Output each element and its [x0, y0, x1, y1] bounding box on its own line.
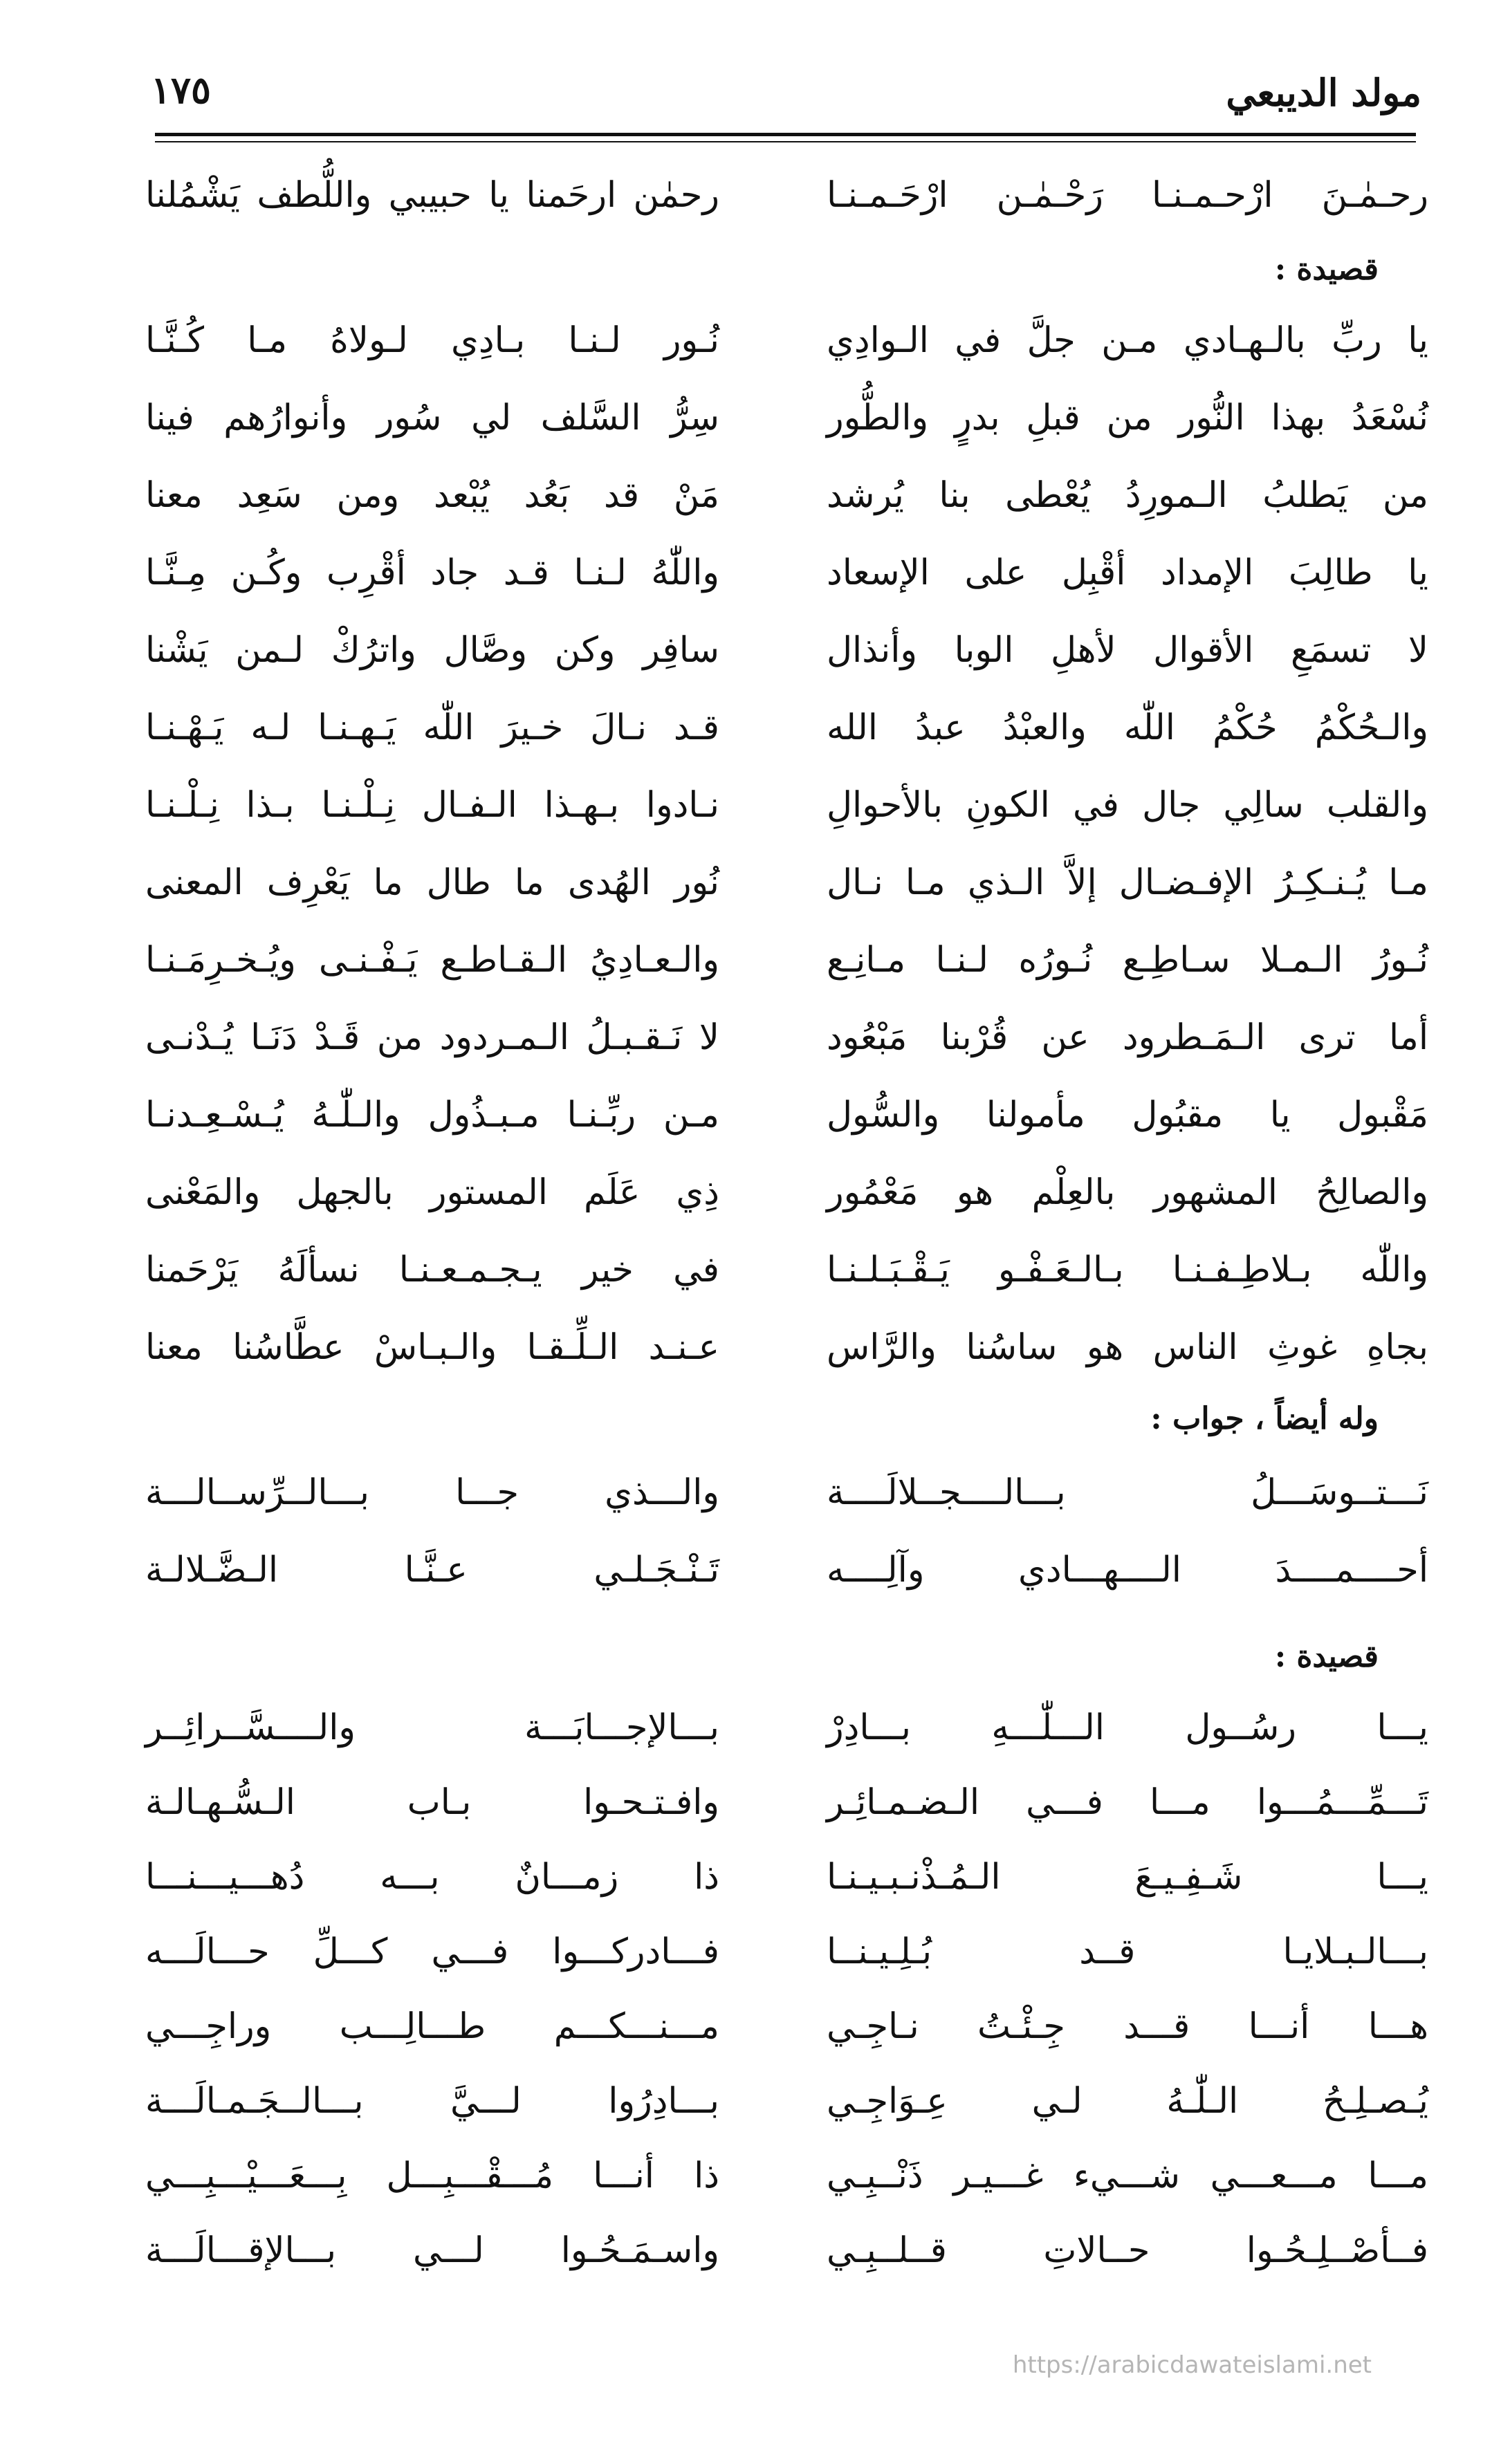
verse-row [145, 550, 1428, 628]
verse-first-hemistich: لا تسمَعِ الأقوال لأهلِ الوبا وأنذال [827, 630, 1428, 671]
verse-row [145, 938, 1428, 1015]
verse-second-hemistich: وافـتـحـوا بـاب الـسُّـهـالـة [145, 1782, 719, 1823]
verse-first-hemistich: مَقْبول يا مقبُول مأمولنا والسُّول [827, 1095, 1428, 1136]
verse-first-hemistich: مـا يُـنـكِـرُ الإفـضـال إلاَّ الـذي مـا نـال [827, 862, 1428, 903]
verse-second-hemistich: ذا أنـــا مُـــقْـــبِـــل بِـــعَـــيْـــبِـــي [145, 2156, 719, 2196]
verse-second-hemistich: والـعـادِيُ الـقـاطـع يَـفْـنـى ويُـخـرِمَـنـا [145, 940, 719, 981]
verse-first-hemistich: يُـصـلِـحُ الـلّٰـهُ لـي عِـوَاجِـي [827, 2081, 1428, 2122]
verse-second-hemistich: سافِر وكن وصَّال واترُكْ لـمن يَشْنا [145, 630, 719, 671]
qasida-2-block [145, 1705, 1428, 2303]
verse-row [145, 1325, 1428, 1402]
verse-second-hemistich: بـــالإجـــابَـــة والــــسَّــرائِــر [145, 1707, 719, 1748]
verse-first-hemistich: من يَطلبُ الـمورِدُ يُعْطى بنا يُرشد [827, 475, 1428, 516]
header-rule-thin [155, 141, 1416, 142]
verse-first-hemistich: فــأصْــلِـحُـوا حــالاتِ قــلــبِـي [827, 2230, 1428, 2271]
verse-row [145, 173, 1428, 214]
verse-second-hemistich: لا نَـقـبـلُ الـمـردود من قَـدْ دَنَـا يُـدْنـى [145, 1017, 719, 1058]
watermark-url: https://arabicdawateislami.net [1012, 2351, 1372, 2379]
section-heading-qasida-2: قصيدة : [1274, 1639, 1379, 1674]
verse-first-hemistich: والـحُكْمُ حُكْمُ اللّٰه والعبْدُ عبدُ الله [827, 707, 1428, 748]
refrain-block [145, 173, 1428, 214]
verse-row [145, 783, 1428, 860]
verse-row [145, 2228, 1428, 2303]
verse-second-hemistich: في خير يـجـمـعـنـا نسألَهُ يَرْحَمنا [145, 1250, 719, 1290]
verse-second-hemistich: ذا زمـــانٌ بـــه دُهـــيـــنـــا [145, 1857, 719, 1898]
verse-second-hemistich: رحمٰن ارحَمنا يا حبيبي واللُّطف يَشْمُلنا [145, 175, 719, 216]
verse-first-hemistich: والصالِحُ المشهور بالعِلْم هو مَعْمُور [827, 1172, 1428, 1213]
verse-first-hemistich: مـــا مـــعـــي شـــيء غـــيـر ذَنْــبِـي [827, 2156, 1428, 2196]
qasida-1-block [145, 318, 1428, 1402]
verse-row [145, 2004, 1428, 2079]
verse-second-hemistich: مَنْ قد بَعُد يُبْعد ومن سَعِد معنا [145, 475, 719, 516]
verse-first-hemistich: واللّٰه بـلاطِـفـنـا بـالـعَـفْـو يَـقْـبَـلـنـا [827, 1250, 1428, 1290]
verse-first-hemistich: يا ربِّ بالـهـادي مـن جلَّ في الـوادِي [827, 320, 1428, 361]
verse-second-hemistich: مـــنـــكـــم طـــالِـــب وراجِـــي [145, 2006, 719, 2047]
verse-row [145, 1855, 1428, 1929]
verse-second-hemistich: واللّٰهُ لـنـا قـد جاد أقْرِب وكُـن مِـنَّـا [145, 553, 719, 593]
verse-second-hemistich: نُور الهُدى ما طال ما يَعْرِف المعنى [145, 862, 719, 903]
verse-first-hemistich: رحـمٰـنَ ارْحـمـنـا رَحْـمٰـن ارْحَـمـنـا [827, 175, 1428, 216]
verse-first-hemistich: نَـــتــوسَـــلُ بـــالــــجــلالَــــة [827, 1472, 1428, 1513]
verse-row [145, 1170, 1428, 1248]
verse-row [145, 473, 1428, 550]
verse-first-hemistich: هـــا أنـــا قـــد جِـئْـتُ نـاجِـي [827, 2006, 1428, 2047]
verse-second-hemistich: بـــادِرُوا لـــيَّ بـــالــجَـمـالَـــة [145, 2081, 719, 2122]
verse-first-hemistich: والقلب سالِي جال في الكونِ بالأحوالِ [827, 785, 1428, 826]
header-rule-thick [155, 133, 1416, 136]
verse-first-hemistich: يـــا رسُــول الـــلّٰـــهِ بـــادِرْ [827, 1707, 1428, 1748]
verse-row [145, 1093, 1428, 1170]
verse-second-hemistich: ذِي عَلَم المستور بالجهل والمَعْنى [145, 1172, 719, 1213]
verse-row [145, 1705, 1428, 1780]
verse-first-hemistich: تَـــمِّـــمُـــوا مـــا فـــي الـضـمـائِـر [827, 1782, 1428, 1823]
verse-row [145, 2153, 1428, 2228]
verse-first-hemistich: أما ترى الـمَـطرود عن قُرْبنا مَبْعُود [827, 1017, 1428, 1058]
verse-row [145, 628, 1428, 705]
verse-first-hemistich: نُسْعَدُ بهذا النُّور من قبلِ بدرٍ والطُّور [827, 398, 1428, 438]
verse-first-hemistich: يا طالِبَ الإمداد أقْبِل على الإسعاد [827, 553, 1428, 593]
verse-first-hemistich: بـــالـبـلايـا قــد بُـلِـيـنــا [827, 1932, 1428, 1972]
verse-second-hemistich: سِرُّ السَّلف لي سُور وأنوارُهم فينا [145, 398, 719, 438]
verse-second-hemistich: قـد نـالَ خـيرَ اللّٰه يَـهـنـا لـه يَـهْـنـا [145, 707, 719, 748]
verse-second-hemistich: واسـمَـحُـوا لـــي بـــالإقـــالَـــة [145, 2230, 719, 2271]
verse-second-hemistich: والـــذي جـــا بـــالــرِّســالـــة [145, 1472, 719, 1513]
jawab-block [145, 1470, 1428, 1625]
verse-first-hemistich: نُـورُ الـمـلا سـاطِـع نُـورُه لـنـا مـانِـع [827, 940, 1428, 981]
verse-first-hemistich: يـــا شَـفِـيـعَ الـمُـذْنـبـيـنـا [827, 1857, 1428, 1898]
page-number: ١٧٥ [151, 68, 212, 112]
verse-row [145, 1470, 1428, 1548]
verse-row [145, 1780, 1428, 1855]
verse-row [145, 1248, 1428, 1325]
verse-row [145, 860, 1428, 938]
verse-second-hemistich: عـنـد الـلِّـقـا والـبـاسْ عطَّاسُنا معنا [145, 1327, 719, 1368]
verse-row [145, 1929, 1428, 2004]
section-heading-qasida-1: قصيدة : [1274, 252, 1379, 287]
verse-first-hemistich: أحــــمــــدَ الــــهـــادي وآلِــــه [827, 1550, 1428, 1591]
verse-row [145, 318, 1428, 396]
section-heading-jawab: وله أيضاً ، جواب : [1150, 1401, 1379, 1436]
verse-second-hemistich: نـادوا بـهـذا الـفـال نِـلْـنـا بـذا نِـلْـنـا [145, 785, 719, 826]
verse-second-hemistich: مـن ربِّـنـا مـبـذُول والـلّٰـهُ يُـسْـعِـدنـا [145, 1095, 719, 1136]
verse-second-hemistich: تَـنْـجَـلـي عـنَّـا الـضَّـلالـة [145, 1550, 719, 1591]
verse-first-hemistich: بجاهِ غوثِ الناس هو ساسُنا والرَّاس [827, 1327, 1428, 1368]
verse-row [145, 2079, 1428, 2153]
verse-row [145, 396, 1428, 473]
verse-second-hemistich: فـــادركـــوا فـــي كـــلِّ حـــالَـــه [145, 1932, 719, 1972]
verse-row [145, 1548, 1428, 1625]
verse-row [145, 1015, 1428, 1093]
verse-second-hemistich: نُـور لـنـا بـادِي لـولاهُ مـا كُـنَّـا [145, 320, 719, 361]
verse-row [145, 705, 1428, 783]
page-header-title: مولد الديبعي [1226, 71, 1421, 115]
